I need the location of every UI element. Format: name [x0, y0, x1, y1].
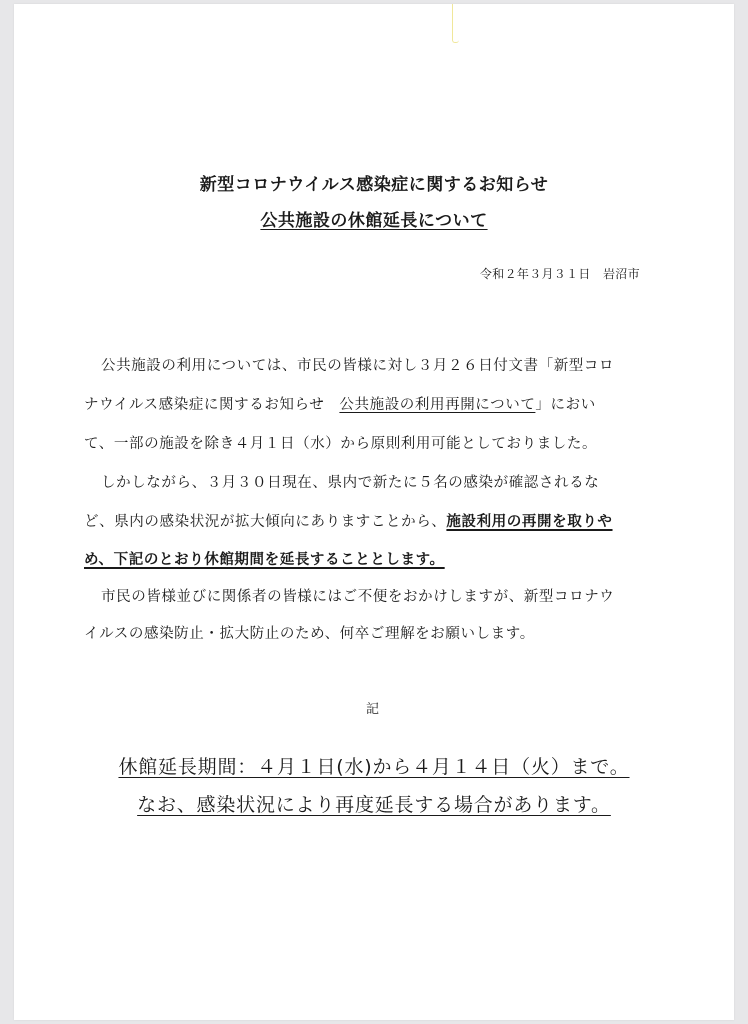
- extension-note: なお、感染状況により再度延長する場合があります。: [137, 794, 611, 816]
- paragraph-1-line-2-end: 」におい: [535, 397, 596, 413]
- paragraph-1-line-3: て、一部の施設を除き４月１日（水）から原則利用可能としておりました。: [84, 436, 598, 452]
- notice-subtitle: 公共施設の休館延長について: [260, 211, 488, 231]
- paragraph-2-line-2: [84, 510, 613, 531]
- paper-clip-mark: [452, 4, 459, 43]
- paragraph-1-line-1: 公共施設の利用については、市民の皆様に対し３月２６日付文書「新型コロ: [101, 358, 615, 374]
- paragraph-3-line-2: イルスの感染防止・拡大防止のため、何卒ご理解をお願いします。: [84, 626, 535, 642]
- closure-period: 休館延長期間：４月１日(水)から４月１４日（火）まで。: [118, 756, 630, 778]
- referenced-document-title: 公共施設の利用再開について: [339, 397, 536, 413]
- paragraph-2-line-2-text: ど、県内の感染状況が拡大傾向にありますことから、: [84, 514, 447, 530]
- paragraph-2-line-1: しかしながら、３月３０日現在、県内で新たに５名の感染が確認されるな: [101, 475, 600, 491]
- emphasis-text-2: め、下記のとおり休館期間を延長することとします。: [84, 552, 445, 568]
- issue-date: 令和２年３月３１日 岩沼市: [480, 267, 640, 281]
- ki-marker: 記: [366, 702, 380, 717]
- paragraph-1-line-2-text: ナウイルス感染症に関するお知らせ: [84, 397, 340, 413]
- paragraph-1-line-2: [84, 393, 596, 414]
- paragraph-3-line-1: 市民の皆様並びに関係者の皆様にはご不便をおかけしますが、新型コロナウ: [101, 589, 615, 605]
- emphasis-text-1: 施設利用の再開を取りや: [446, 514, 613, 530]
- notice-title: 新型コロナウイルス感染症に関するお知らせ: [199, 175, 549, 195]
